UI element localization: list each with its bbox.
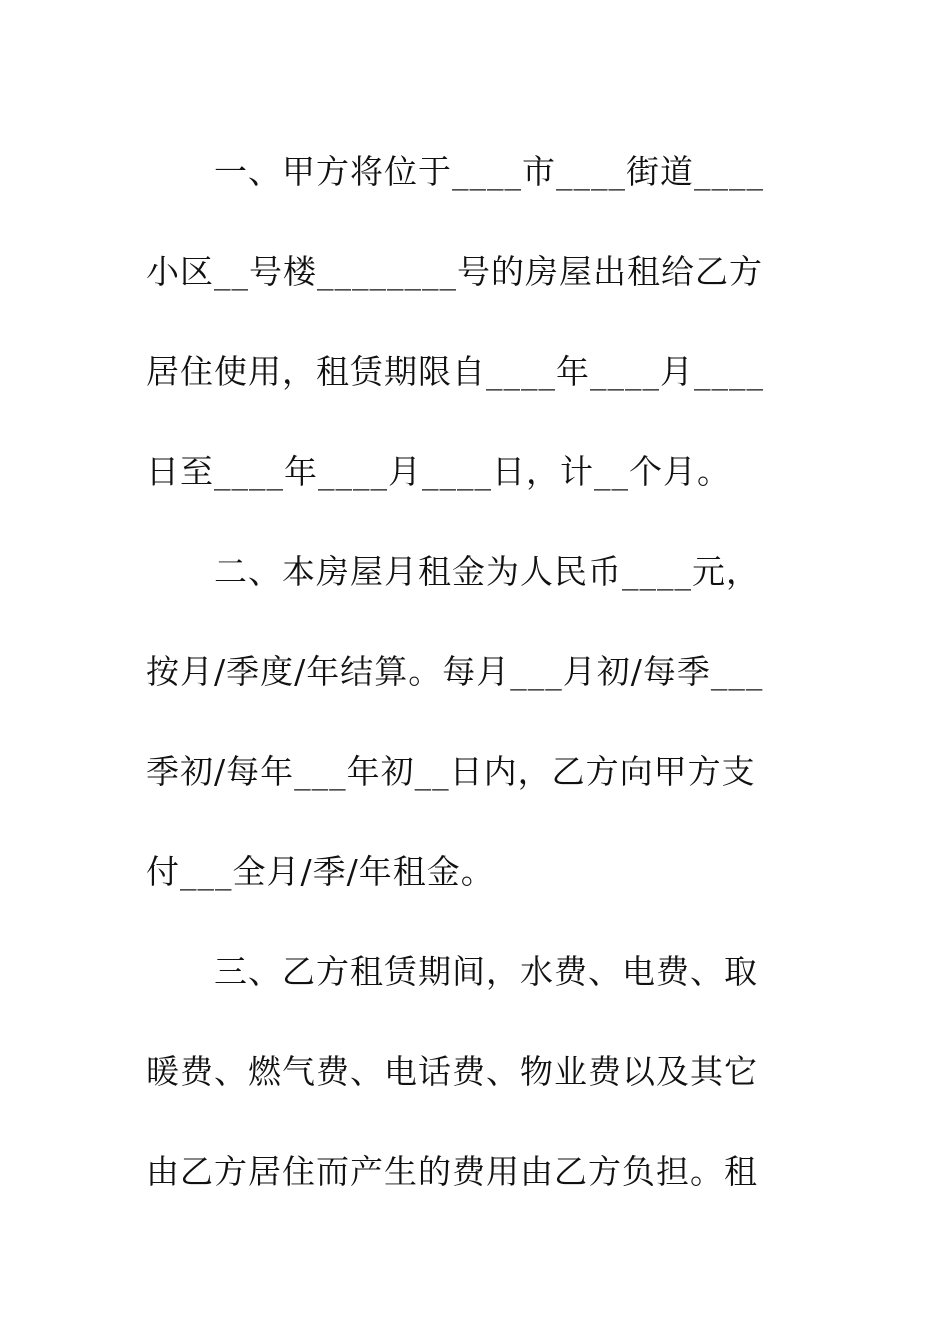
text-line: 由乙方居住而产生的费用由乙方负担。租 <box>146 1152 758 1191</box>
text-line: 二、本房屋月租金为人民币____元， <box>146 552 760 591</box>
text-line: 按月/季度/年结算。每月___月初/每季___ <box>146 652 764 691</box>
text-line: 暖费、燃气费、电话费、物业费以及其它 <box>146 1052 758 1091</box>
text-line: 日至____年____月____日，计__个月。 <box>146 452 731 491</box>
text-line: 一、甲方将位于____市____街道____ <box>146 152 764 191</box>
text-line: 三、乙方租赁期间，水费、电费、取 <box>146 952 758 991</box>
text-line: 季初/每年___年初__日内，乙方向甲方支 <box>146 752 756 791</box>
text-line: 付___全月/季/年租金。 <box>146 852 495 891</box>
contract-text <box>146 122 806 1222</box>
text-line: 小区__号楼________号的房屋出租给乙方 <box>146 252 763 291</box>
text-line: 居住使用，租赁期限自____年____月____ <box>146 352 764 391</box>
